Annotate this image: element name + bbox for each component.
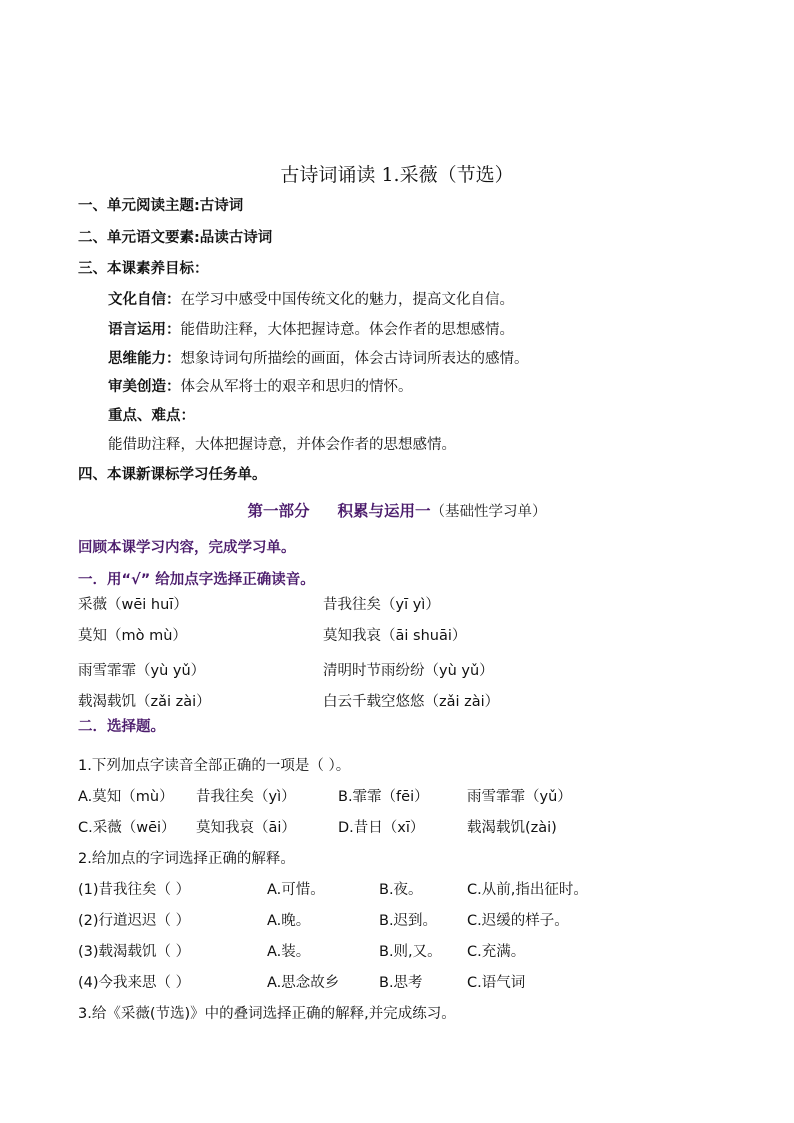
pinyin-item: 莫知我哀（āi shuāi） <box>323 628 467 644</box>
goal-item <box>108 290 514 310</box>
pinyin-item: 白云千载空悠悠（zǎi zài） <box>323 694 500 710</box>
mc2-option: C.从前,指出征时。 <box>467 882 588 898</box>
page-title: 古诗词诵读 1.采薇（节选） <box>280 164 514 186</box>
part-topic: 积累与运用一 <box>337 502 431 520</box>
goal-text: 体会从军将士的艰辛和思归的情怀。 <box>180 379 413 395</box>
mc2-stem: 2.给加点的字词选择正确的解释。 <box>78 851 295 867</box>
mc1-stem: 1.下列加点字读音全部正确的一项是（ ）。 <box>78 758 351 774</box>
goal-item <box>108 349 529 369</box>
mc2-option: C.充满。 <box>467 944 526 960</box>
mc1-option: B.霏霏（fēi） <box>338 789 429 805</box>
goal-text: 在学习中感受中国传统文化的魅力，提高文化自信。 <box>180 292 514 308</box>
key-points-text: 能借助注释，大体把握诗意，并体会作者的思想感情。 <box>108 437 456 453</box>
mc2-option: B.则,又。 <box>379 944 442 960</box>
mc1-option: 莫知我哀（āi） <box>196 820 296 836</box>
key-points-label: 重点、难点： <box>108 408 195 424</box>
question-1-title: 一．用“√” 给加点字选择正确读音。 <box>78 572 315 588</box>
part-name: 第一部分 <box>247 502 310 520</box>
review-instruction: 回顾本课学习内容，完成学习单。 <box>78 540 296 556</box>
mc2-item: (2)行道迟迟（ ） <box>78 913 191 929</box>
mc2-item: (4)今我来思（ ） <box>78 975 191 991</box>
mc2-option: C.迟缓的样子。 <box>467 913 569 929</box>
section-3: 三、本课素养目标： <box>78 261 209 277</box>
pinyin-item: 载渴载饥（zǎi zài） <box>78 694 211 710</box>
goal-text: 想象诗词句所描绘的画面，体会古诗词所表达的感情。 <box>180 351 529 367</box>
mc2-option: A.可惜。 <box>267 882 325 898</box>
goal-label: 语言运用： <box>108 322 181 338</box>
mc2-item: (3)载渴载饥（ ） <box>78 944 191 960</box>
goal-item <box>108 377 413 397</box>
goal-label: 审美创造： <box>108 379 181 395</box>
pinyin-item: 清明时节雨纷纷（yù yǔ） <box>323 663 494 679</box>
part-subtitle: （基础性学习单） <box>430 504 547 520</box>
part-heading <box>0 499 794 521</box>
mc1-option: 载渴载饥(zài) <box>467 820 557 836</box>
pinyin-item: 莫知（mò mù） <box>78 628 187 644</box>
mc1-option: 昔我往矣（yì） <box>196 789 296 805</box>
goal-text: 能借助注释，大体把握诗意。体会作者的思想感情。 <box>180 322 514 338</box>
pinyin-item: 雨雪霏霏（yù yǔ） <box>78 663 206 679</box>
mc1-option: 雨雪霏霏（yǔ） <box>467 789 572 805</box>
mc2-option: B.迟到。 <box>379 913 438 929</box>
mc2-option: B.思考 <box>379 975 423 991</box>
mc2-option: B.夜。 <box>379 882 423 898</box>
section-4: 四、本课新课标学习任务单。 <box>78 467 267 483</box>
mc2-item: (1)昔我往矣（ ） <box>78 882 191 898</box>
pinyin-item: 采薇（wēi huī） <box>78 597 188 613</box>
pinyin-item: 昔我往矣（yī yì） <box>323 597 440 613</box>
section-2: 二、单元语文要素:品读古诗词 <box>78 230 273 246</box>
mc1-option: D.昔日（xī） <box>338 820 425 836</box>
goal-item <box>108 320 514 340</box>
mc3-stem: 3.给《采薇(节选)》中的叠词选择正确的解释,并完成练习。 <box>78 1006 456 1022</box>
mc2-option: A.装。 <box>267 944 311 960</box>
mc2-option: A.晚。 <box>267 913 311 929</box>
section-1: 一、单元阅读主题:古诗词 <box>78 198 244 214</box>
mc1-option: C.采薇（wēi） <box>78 820 176 836</box>
goal-label: 思维能力： <box>108 351 181 367</box>
question-2-title: 二．选择题。 <box>78 719 165 735</box>
mc2-option: C.语气词 <box>467 975 526 991</box>
goal-label: 文化自信： <box>108 292 181 308</box>
mc1-option: A.莫知（mù） <box>78 789 174 805</box>
mc2-option: A.思念故乡 <box>267 975 340 991</box>
